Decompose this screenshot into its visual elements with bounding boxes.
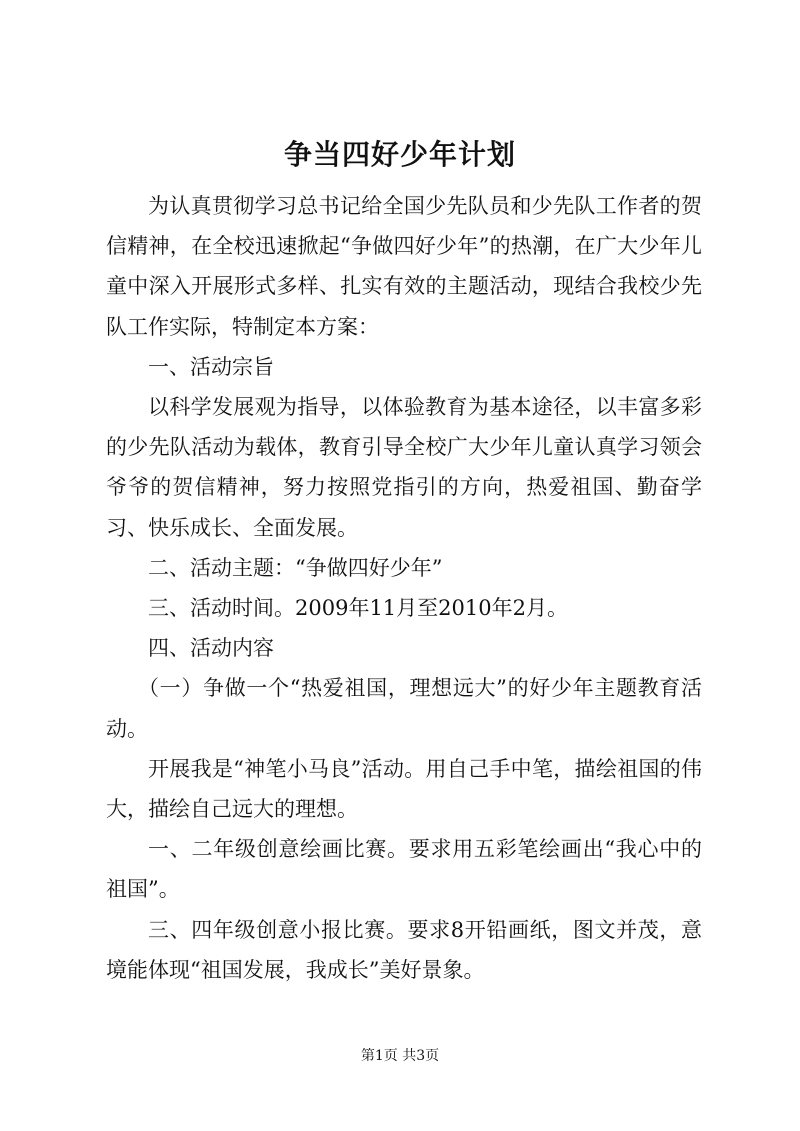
grade-1-2-paragraph: 一、二年级创意绘画比赛。要求用五彩笔绘画出“我心中的祖国”。: [106, 837, 702, 902]
page-footer: 第1页 共3页: [360, 1048, 440, 1064]
grade-3-4-paragraph: 三、四年级创意小报比赛。要求8开铅画纸，图文并茂，意境能体现“祖国发展，我成长”美好景象。: [106, 917, 702, 982]
section-heading-time: 三、活动时间。2009年11月至2010年2月。: [148, 596, 568, 621]
document-title: 争当四好少年计划: [283, 138, 516, 171]
content-paragraph: 开展我是“神笔小马良”活动。用自己手中笔，描绘祖国的伟大，描绘自己远大的理想。: [106, 756, 702, 822]
content-item-1: （一）争做一个“热爱祖国，理想远大”的好少年主题教育活动。: [106, 676, 702, 741]
document-body: [106, 186, 702, 990]
section-heading-purpose: 一、活动宗旨: [148, 354, 274, 379]
intro-paragraph: 为认真贯彻学习总书记给全国少先队员和少先队工作者的贺信精神，在全校迅速掀起“争做四好少年”的热潮，在广大少年儿童中深入开展形式多样、扎实有效的主题活动，现结合我校少先队工作实际，特制定本方案：: [106, 194, 702, 339]
section-heading-content: 四、活动内容: [148, 636, 274, 661]
purpose-paragraph: 以科学发展观为指导，以体验教育为基本途径，以丰富多彩的少先队活动为载体，教育引导全校广大少年儿童认真学习领会爷爷的贺信精神，努力按照党指引的方向，热爱祖国、勤奋学习、快乐成长、全面发展。: [106, 395, 702, 540]
section-heading-theme: 二、活动主题：“争做四好少年”: [148, 555, 443, 580]
